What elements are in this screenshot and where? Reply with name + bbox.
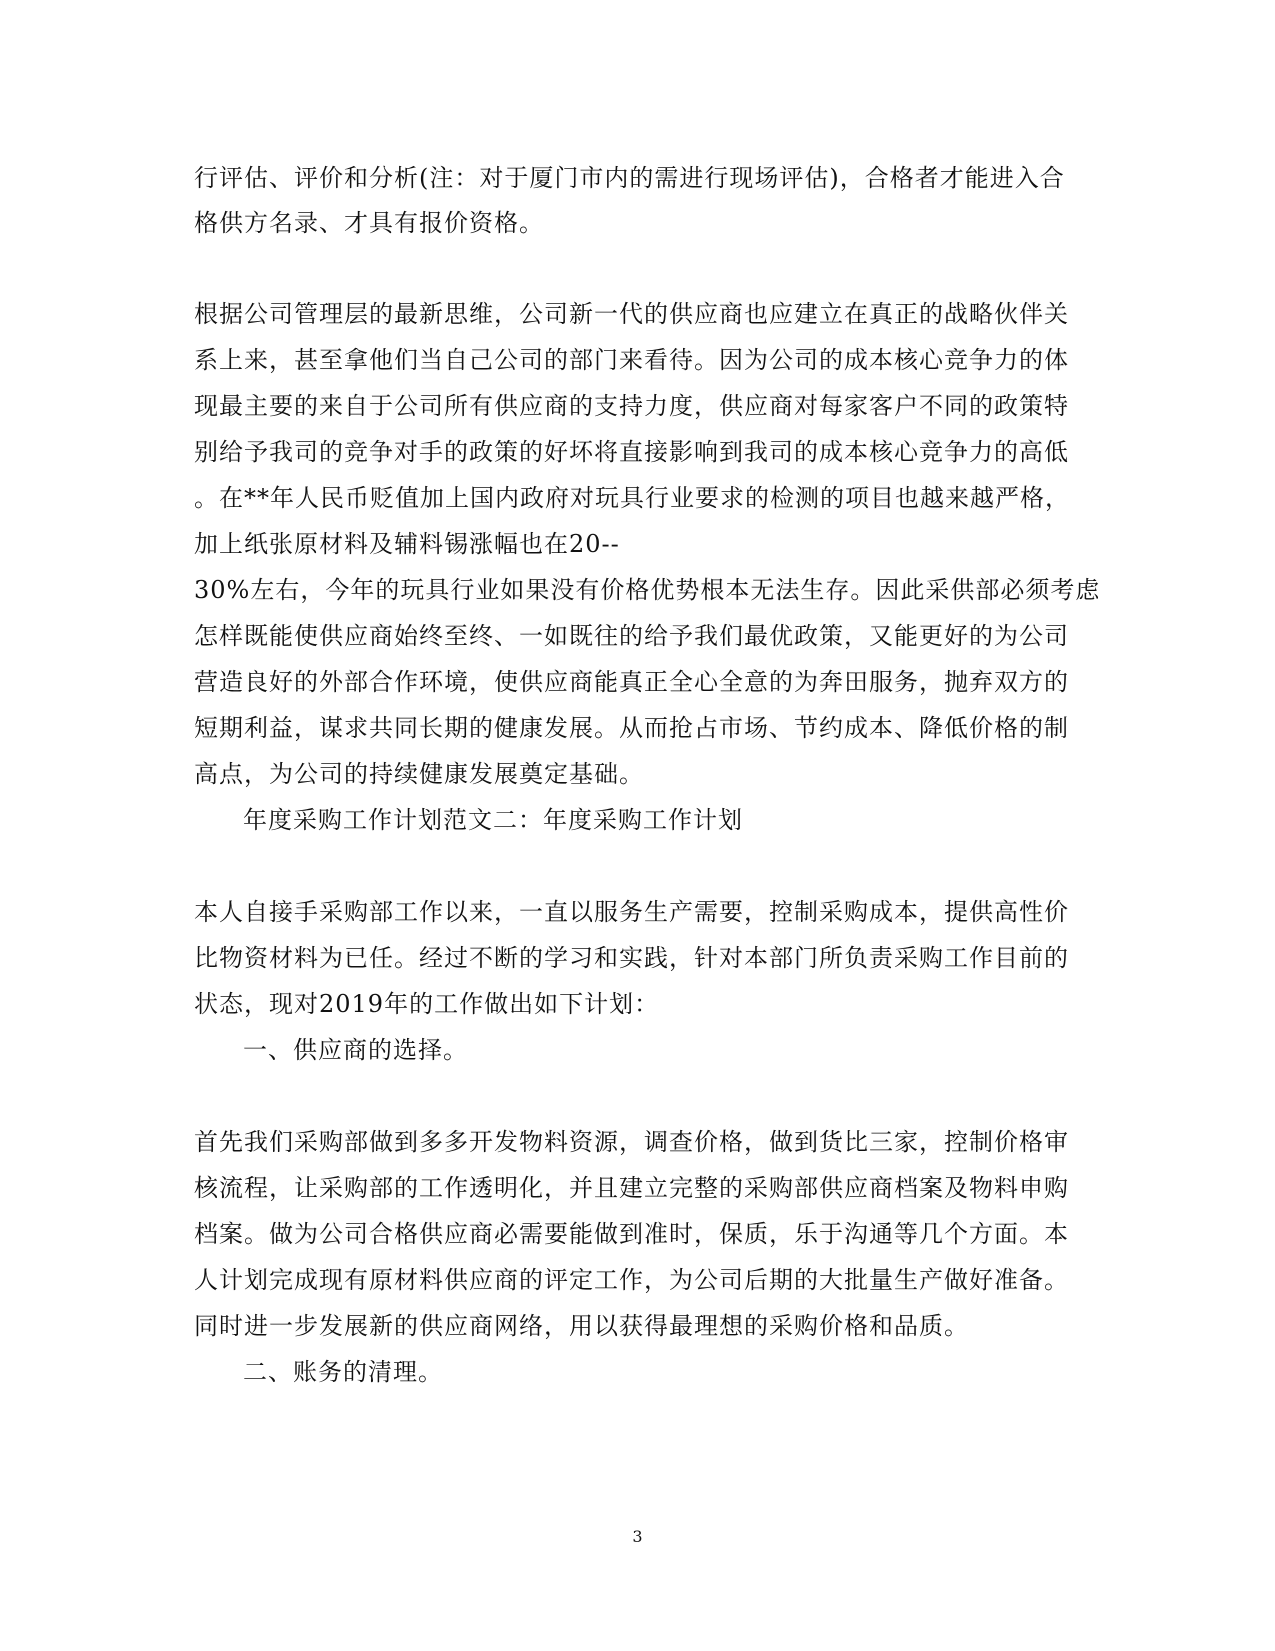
paragraph-4-line-5: 同时进一步发展新的供应商网络，用以获得最理想的采购价格和品质。 [194,1312,969,1340]
paragraph-2-line-6: 加上纸张原材料及辅料锡涨幅也在20-- [194,530,620,558]
paragraph-3-line-1: 本人自接手采购部工作以来，一直以服务生产需要，控制采购成本，提供高性价 [194,898,1069,926]
paragraph-2-line-2: 系上来，甚至拿他们当自己公司的部门来看待。因为公司的成本核心竞争力的体 [194,346,1069,374]
paragraph-4-line-4: 人计划完成现有原材料供应商的评定工作，为公司后期的大批量生产做好准备。 [194,1266,1069,1294]
paragraph-4-line-3: 档案。做为公司合格供应商必需要能做到准时，保质，乐于沟通等几个方面。本 [194,1220,1069,1248]
section-heading-sample-two: 年度采购工作计划范文二：年度采购工作计划 [243,806,743,834]
paragraph-2-line-11: 高点，为公司的持续健康发展奠定基础。 [194,760,644,788]
paragraph-2-line-3: 现最主要的来自于公司所有供应商的支持力度，供应商对每家客户不同的政策特 [194,392,1069,420]
page-number: 3 [632,1527,643,1546]
paragraph-2-line-1: 根据公司管理层的最新思维，公司新一代的供应商也应建立在真正的战略伙伴关 [194,300,1069,328]
section-heading-account-cleanup: 二、账务的清理。 [243,1358,443,1386]
paragraph-2-line-10: 短期利益，谋求共同长期的健康发展。从而抢占市场、节约成本、降低价格的制 [194,714,1069,742]
paragraph-2-line-4: 别给予我司的竞争对手的政策的好坏将直接影响到我司的成本核心竞争力的高低 [194,438,1069,466]
section-heading-supplier-selection: 一、供应商的选择。 [243,1036,468,1064]
paragraph-2-line-5: 。在**年人民币贬值加上国内政府对玩具行业要求的检测的项目也越来越严格， [194,484,1070,512]
paragraph-1-line-1: 行评估、评价和分析(注：对于厦门市内的需进行现场评估)，合格者才能进入合 [194,164,1065,192]
paragraph-2-line-8: 怎样既能使供应商始终至终、一如既往的给予我们最优政策，又能更好的为公司 [194,622,1069,650]
paragraph-4-line-1: 首先我们采购部做到多多开发物料资源，调查价格，做到货比三家，控制价格审 [194,1128,1069,1156]
paragraph-1-line-2: 格供方名录、才具有报价资格。 [194,209,544,237]
paragraph-3-line-2: 比物资材料为已任。经过不断的学习和实践，针对本部门所负责采购工作目前的 [194,944,1069,972]
paragraph-2-line-9: 营造良好的外部合作环境，使供应商能真正全心全意的为奔田服务，抛弃双方的 [194,668,1069,696]
paragraph-4-line-2: 核流程，让采购部的工作透明化，并且建立完整的采购部供应商档案及物料申购 [194,1174,1069,1202]
paragraph-2-line-7: 30%左右，今年的玩具行业如果没有价格优势根本无法生存。因此采供部必须考虑 [194,576,1101,604]
paragraph-3-line-3: 状态，现对2019年的工作做出如下计划： [194,990,660,1018]
